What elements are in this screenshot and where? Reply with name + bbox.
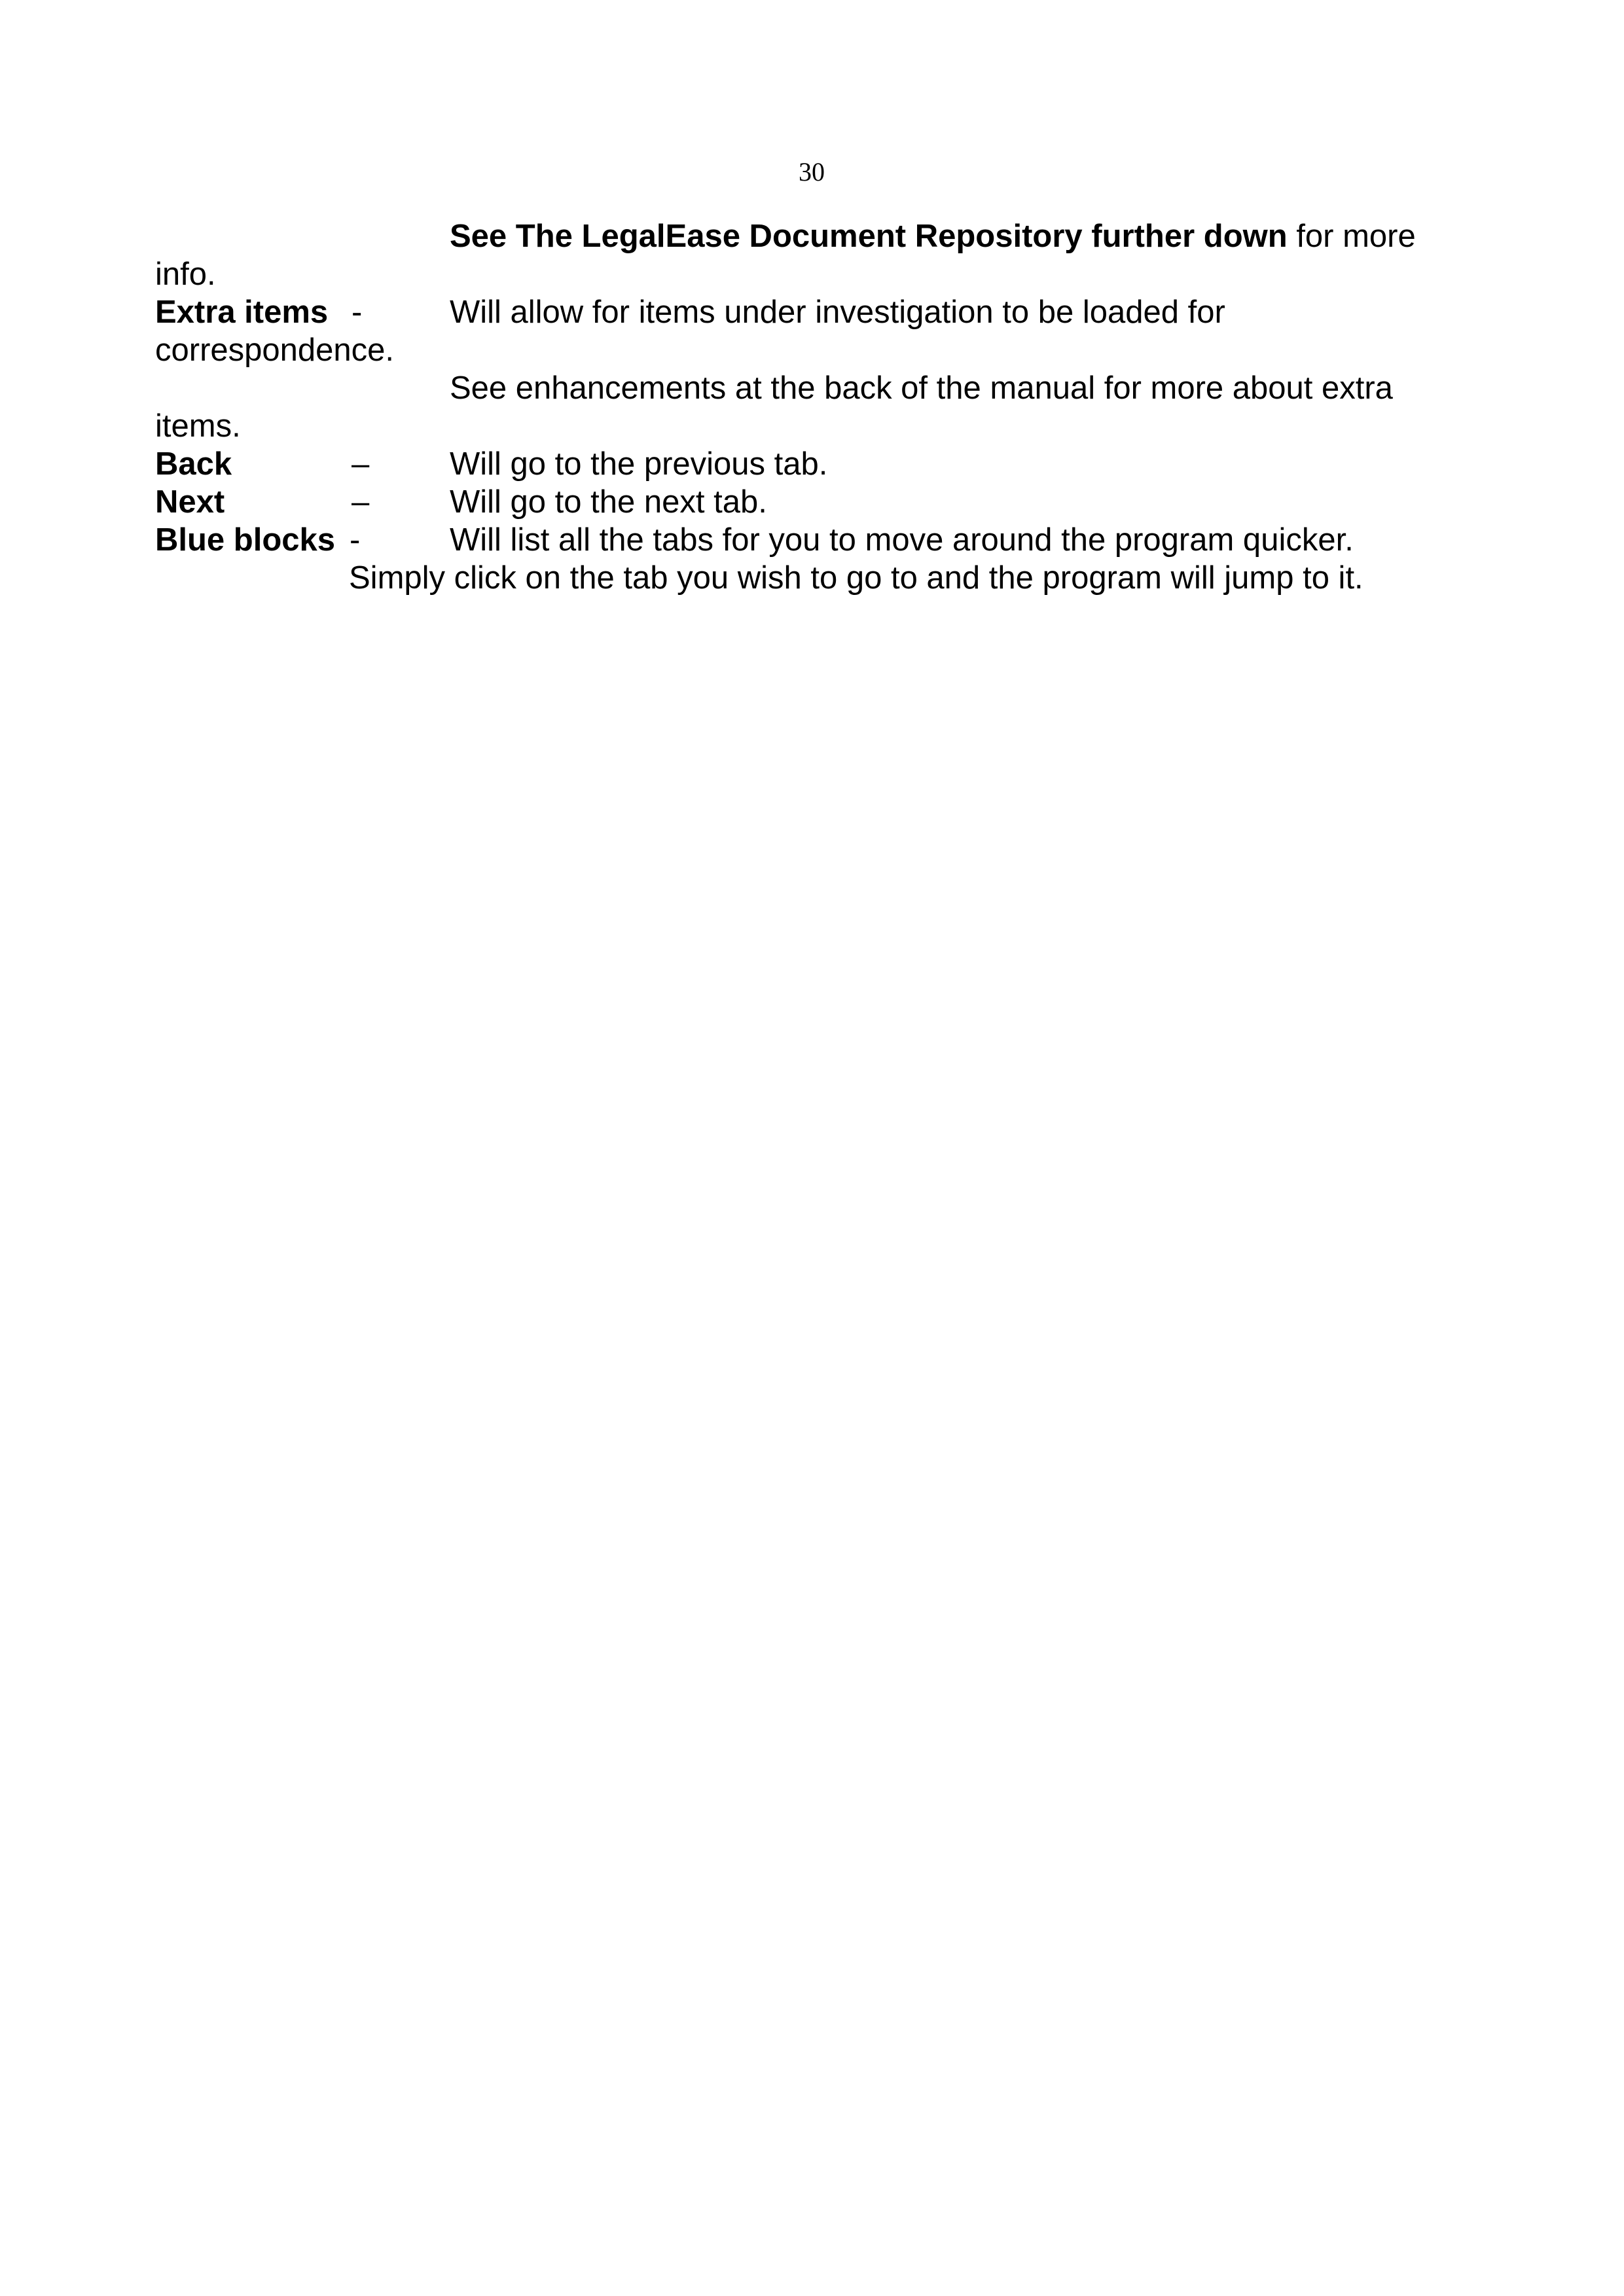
entry-extra-items [155,293,1464,331]
entry-term: Blue blocks [155,522,336,558]
repository-note-continuation: info. [155,257,216,292]
entry-separator: – [352,446,370,482]
entry-back [155,445,1464,483]
entry-separator: - [352,295,363,330]
page-number: 30 [799,157,825,187]
entry-term: Back [155,446,232,482]
enhancements-note-continuation: items. [155,408,241,444]
entry-term: Next [155,484,225,520]
repository-note-line [450,217,1416,255]
entry-term: Extra items [155,295,329,330]
entry-blue-blocks [155,521,1530,559]
entry-description: Will list all the tabs for you to move around the program quicker. [450,522,1354,558]
entry-description: Will go to the previous tab. [450,446,828,482]
entry-description: Will allow for items under investigation to be loaded for [450,295,1225,330]
entry-continuation: correspondence. [155,332,395,368]
entry-separator: – [352,484,370,520]
entry-continuation: Simply click on the tab you wish to go to and the program will jump to it. [349,560,1363,596]
enhancements-note: See enhancements at the back of the manual for more about extra [450,370,1393,406]
entry-next [155,483,1464,521]
repository-note-trailing: for more [1287,219,1416,254]
repository-note-bold: See The LegalEase Document Repository further down [450,219,1288,254]
entry-description: Will go to the next tab. [450,484,767,520]
entry-separator: - [350,522,361,558]
